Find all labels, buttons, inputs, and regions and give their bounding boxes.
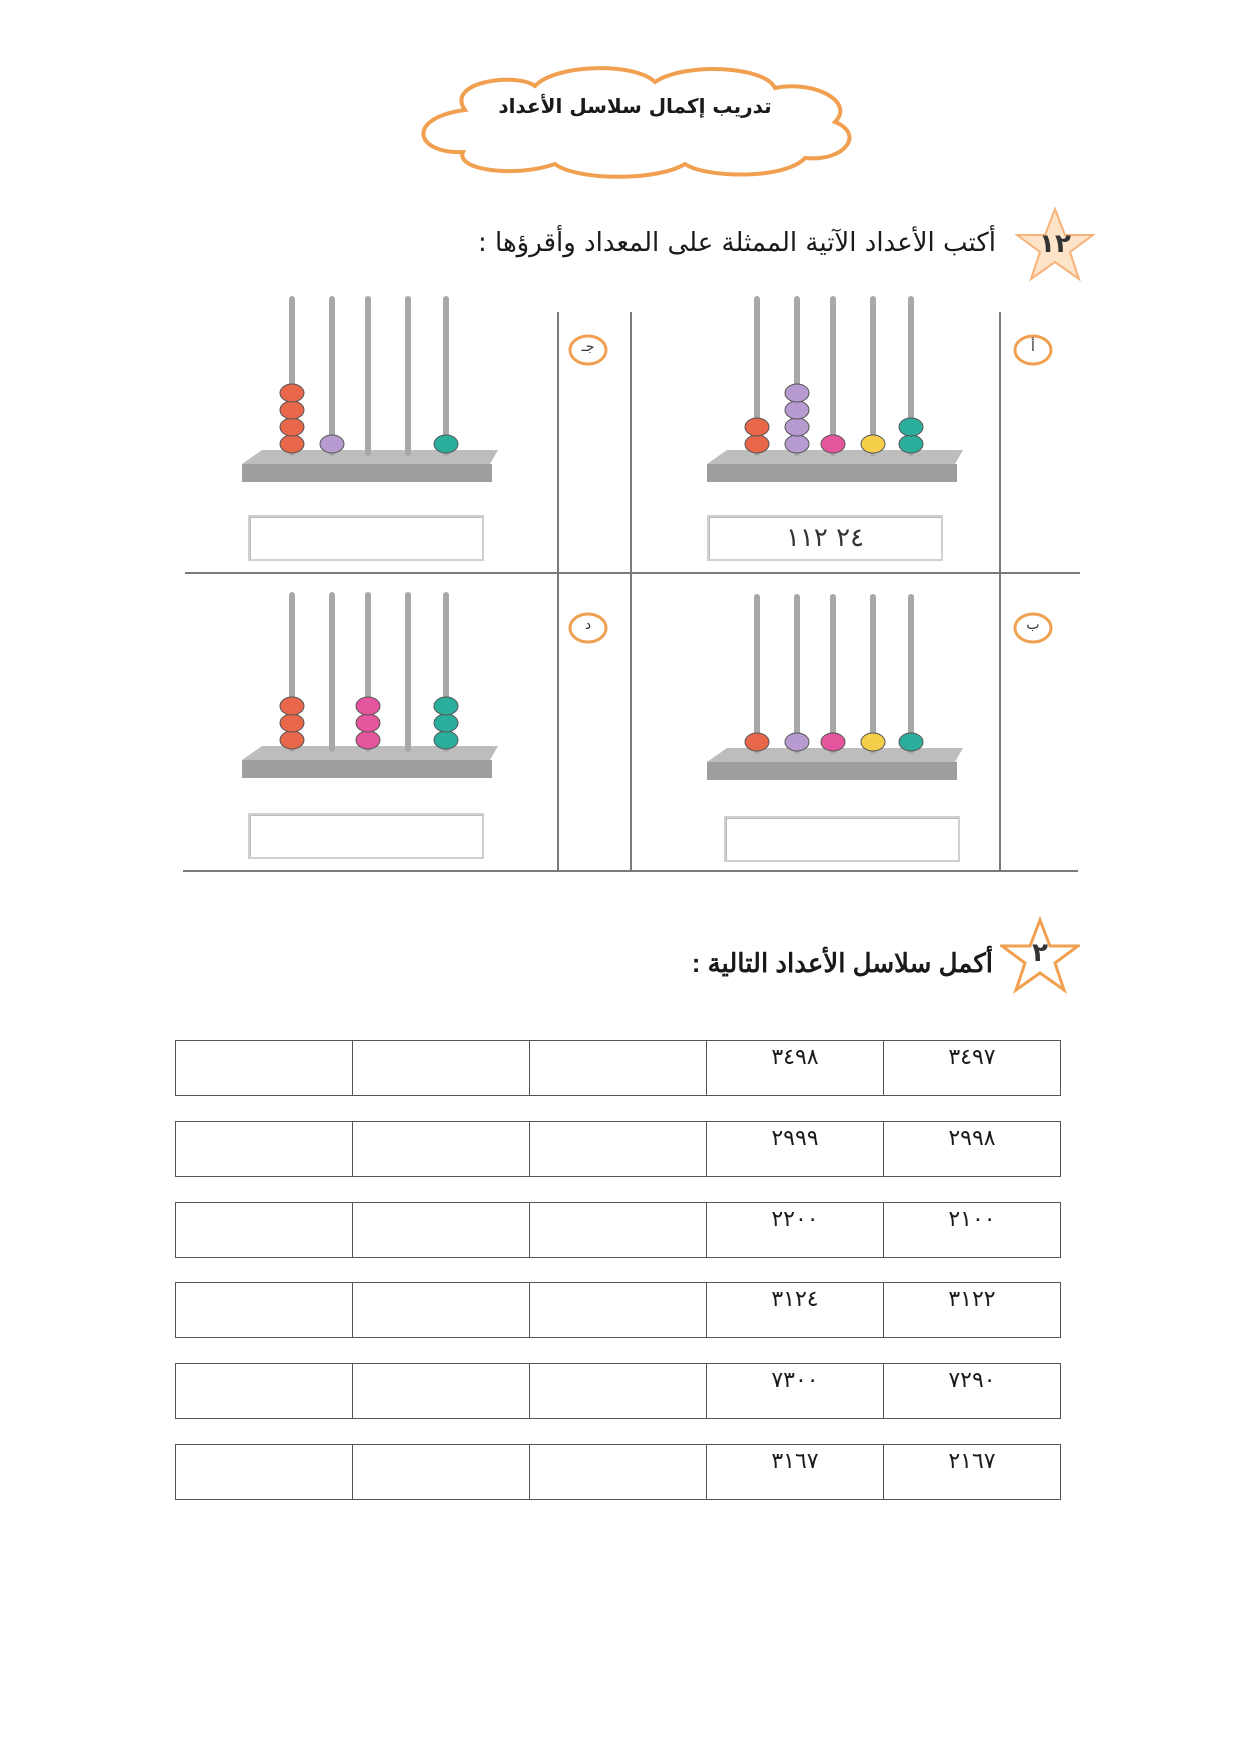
- grid-vertical-right: [999, 312, 1001, 870]
- abacus-bead: [280, 697, 304, 715]
- series-cell[interactable]: [176, 1364, 353, 1419]
- series-cell: ٢٢٠٠: [707, 1203, 884, 1258]
- abacus-base-front: [707, 762, 957, 780]
- series-cell[interactable]: [530, 1203, 707, 1258]
- abacus-rod: [830, 296, 836, 456]
- question2-number: ٢: [1032, 938, 1048, 968]
- series-cell[interactable]: [530, 1041, 707, 1096]
- marker-d: د: [568, 611, 608, 645]
- series-cell[interactable]: [530, 1122, 707, 1177]
- abacus-rod: [870, 296, 876, 456]
- series-cell[interactable]: [176, 1283, 353, 1338]
- abacus-rod: [329, 592, 335, 752]
- grid-horizontal-bottom: [183, 870, 1078, 872]
- abacus-drawing: [705, 292, 985, 482]
- abacus-bead: [280, 714, 304, 732]
- abacus-bead: [280, 401, 304, 419]
- series-cell: ٣٤٩٨: [707, 1041, 884, 1096]
- series-cell[interactable]: [176, 1122, 353, 1177]
- series-cell[interactable]: [353, 1445, 530, 1500]
- series-cell[interactable]: [353, 1283, 530, 1338]
- series-cell[interactable]: [353, 1041, 530, 1096]
- abacus-bead: [785, 435, 809, 453]
- grid-vertical-center: [630, 312, 632, 870]
- series-cell[interactable]: [530, 1364, 707, 1419]
- series-cell: ٣١٦٧: [707, 1445, 884, 1500]
- abacus-bead: [280, 731, 304, 749]
- series-cell[interactable]: [353, 1122, 530, 1177]
- series-cell: ٧٢٩٠: [884, 1364, 1061, 1419]
- abacus-rod: [405, 592, 411, 752]
- answer-box-b[interactable]: [724, 816, 960, 862]
- abacus-rod: [365, 296, 371, 456]
- series-cell[interactable]: [176, 1203, 353, 1258]
- series-row-6: [175, 1444, 1061, 1500]
- series-cell[interactable]: [353, 1203, 530, 1258]
- abacus-b: [705, 590, 985, 780]
- abacus-base-front: [242, 760, 492, 778]
- series-cell[interactable]: [176, 1445, 353, 1500]
- series-row-3: [175, 1202, 1061, 1258]
- series-row-5: [175, 1363, 1061, 1419]
- abacus-a: [705, 292, 985, 482]
- abacus-bead: [899, 733, 923, 751]
- series-cell: ٢٩٩٩: [707, 1122, 884, 1177]
- question2-text: أكمل سلاسل الأعداد التالية :: [691, 948, 993, 978]
- series-cell: ٢١٠٠: [884, 1203, 1061, 1258]
- abacus-drawing: [240, 588, 520, 778]
- abacus-bead: [899, 435, 923, 453]
- series-row-4: [175, 1282, 1061, 1338]
- abacus-bead: [280, 435, 304, 453]
- star-icon-q1: [1015, 205, 1095, 285]
- marker-b: ب: [1013, 611, 1053, 645]
- abacus-bead: [356, 731, 380, 749]
- abacus-bead: [356, 714, 380, 732]
- abacus-bead: [434, 731, 458, 749]
- abacus-rod: [443, 296, 449, 456]
- answer-box-d[interactable]: [248, 813, 484, 859]
- question1-text: أكتب الأعداد الآتية الممثلة على المعداد وأقرؤها :: [478, 228, 996, 258]
- abacus-bead: [434, 714, 458, 732]
- abacus-rod: [754, 594, 760, 754]
- marker-a: أ: [1013, 333, 1053, 367]
- abacus-bead: [821, 733, 845, 751]
- abacus-bead: [745, 733, 769, 751]
- abacus-bead: [785, 733, 809, 751]
- answer-box-a[interactable]: ٢٤ ١١٢: [707, 515, 943, 561]
- abacus-bead: [861, 435, 885, 453]
- cloud-shape: [405, 62, 865, 182]
- grid-horizontal-middle: [185, 572, 1080, 574]
- abacus-drawing: [240, 292, 520, 482]
- abacus-rod: [830, 594, 836, 754]
- abacus-c: [240, 292, 520, 482]
- abacus-bead: [434, 435, 458, 453]
- series-cell[interactable]: [530, 1283, 707, 1338]
- abacus-rod: [870, 594, 876, 754]
- abacus-bead: [356, 697, 380, 715]
- series-cell: ٢٩٩٨: [884, 1122, 1061, 1177]
- star-icon-q2: [1000, 916, 1080, 996]
- series-cell: ٣١٢٤: [707, 1283, 884, 1338]
- abacus-d: [240, 588, 520, 778]
- marker-c: جـ: [568, 333, 608, 367]
- abacus-bead: [785, 401, 809, 419]
- series-cell[interactable]: [176, 1041, 353, 1096]
- abacus-bead: [861, 733, 885, 751]
- series-cell: ٣١٢٢: [884, 1283, 1061, 1338]
- abacus-bead: [745, 435, 769, 453]
- abacus-drawing: [705, 590, 985, 780]
- abacus-bead: [320, 435, 344, 453]
- abacus-rod: [329, 296, 335, 456]
- abacus-bead: [821, 435, 845, 453]
- abacus-bead: [745, 418, 769, 436]
- series-cell: ٧٣٠٠: [707, 1364, 884, 1419]
- series-cell[interactable]: [353, 1364, 530, 1419]
- abacus-bead: [280, 384, 304, 402]
- page-title: تدريب إكمال سلاسل الأعداد: [498, 94, 772, 118]
- abacus-bead: [280, 418, 304, 436]
- grid-vertical-left: [557, 312, 559, 870]
- abacus-rod: [908, 594, 914, 754]
- series-cell[interactable]: [530, 1445, 707, 1500]
- answer-box-c[interactable]: [248, 515, 484, 561]
- title-cloud: [405, 62, 865, 182]
- abacus-rod: [405, 296, 411, 456]
- question1-number: ١٢: [1039, 229, 1071, 259]
- series-row-2: [175, 1121, 1061, 1177]
- series-cell: ٢١٦٧: [884, 1445, 1061, 1500]
- series-cell: ٣٤٩٧: [884, 1041, 1061, 1096]
- abacus-bead: [434, 697, 458, 715]
- abacus-bead: [785, 384, 809, 402]
- series-row-1: [175, 1040, 1061, 1096]
- abacus-base-front: [707, 464, 957, 482]
- abacus-bead: [785, 418, 809, 436]
- abacus-base-front: [242, 464, 492, 482]
- abacus-bead: [899, 418, 923, 436]
- abacus-rod: [794, 594, 800, 754]
